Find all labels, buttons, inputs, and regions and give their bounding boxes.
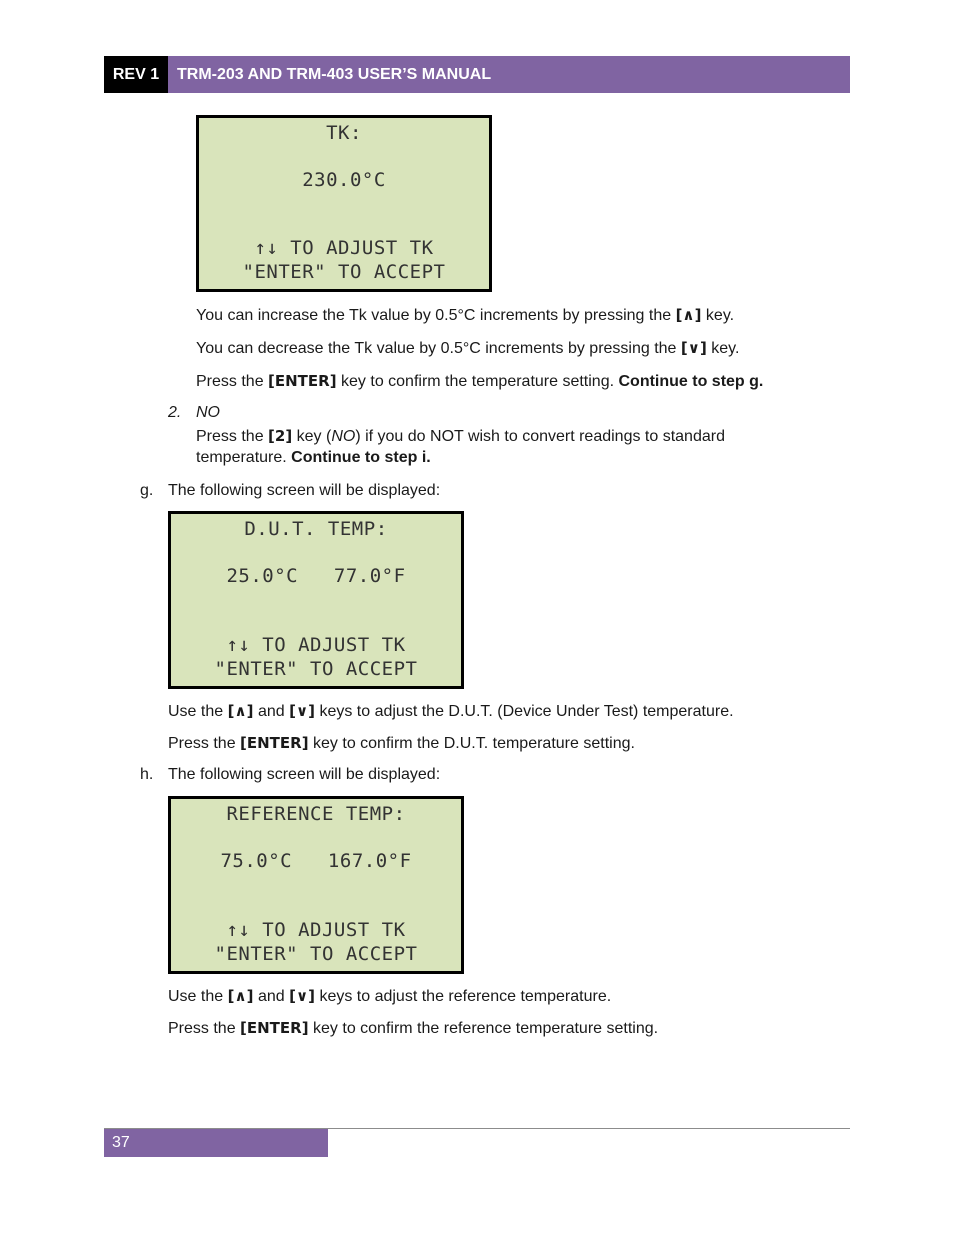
- text-run: key to confirm the reference temperature setting.: [308, 1020, 659, 1037]
- enter-key-label: [ENTER]: [240, 734, 309, 752]
- lcd-line: "ENTER" TO ACCEPT: [214, 943, 418, 965]
- page-header: [104, 56, 850, 93]
- up-key-label: [∧]: [227, 702, 254, 720]
- lcd-line: 230.0°C: [302, 169, 386, 191]
- continue-step-i: Continue to step i.: [291, 449, 431, 466]
- continue-step-g: Continue to step g.: [618, 373, 764, 390]
- text-run: You can increase the Tk value by 0.5°C increments by pressing the: [196, 307, 676, 324]
- lcd-line: 75.0°C 167.0°F: [220, 850, 412, 872]
- text-run: key.: [701, 307, 735, 324]
- lcd-screen-tk: [196, 115, 492, 292]
- lcd-screen-reference: [168, 796, 464, 974]
- enter-instruction-tk: [196, 371, 763, 392]
- lcd-line: ↑↓ TO ADJUST TK: [226, 919, 406, 941]
- text-run: keys to adjust the reference temperature.: [315, 988, 612, 1005]
- lcd-screen-dut: [168, 511, 464, 689]
- text-run: You can decrease the Tk value by 0.5°C increments by pressing the: [196, 340, 681, 357]
- lcd-line: ↑↓ TO ADJUST TK: [226, 634, 406, 656]
- item-number: 2.: [168, 404, 182, 421]
- text-run: Use the: [168, 988, 228, 1005]
- increase-instruction: [196, 305, 734, 326]
- reference-instruction: [168, 986, 611, 1007]
- enter-key-label: [ENTER]: [268, 372, 337, 390]
- no-instruction-line1: [196, 426, 725, 447]
- down-key-label: [∨]: [289, 987, 315, 1005]
- text-run: Press the: [196, 373, 269, 390]
- step-h-text: The following screen will be displayed:: [168, 766, 441, 783]
- lcd-line: "ENTER" TO ACCEPT: [242, 261, 446, 283]
- enter-instruction-dut: [168, 733, 635, 754]
- step-h-label: h.: [140, 766, 154, 783]
- down-key-label: [∨]: [680, 339, 707, 357]
- up-key-label: [∧]: [227, 987, 254, 1005]
- option-no-label: NO: [196, 404, 220, 421]
- text-run: and: [253, 988, 290, 1005]
- step-g-label: g.: [140, 482, 154, 499]
- no-instruction-line2: [196, 448, 431, 468]
- text-run: ) if you do NOT wish to convert readings to standard: [355, 428, 725, 445]
- lcd-line: REFERENCE TEMP:: [226, 803, 406, 825]
- lcd-line: 25.0°C 77.0°F: [226, 565, 406, 587]
- key-2-label: [2]: [268, 427, 293, 445]
- text-run: NO: [331, 428, 356, 445]
- revision-label: REV 1: [104, 56, 168, 93]
- page-number: 37: [104, 1129, 328, 1157]
- step-g-text: The following screen will be displayed:: [168, 482, 441, 499]
- text-run: temperature.: [196, 449, 292, 466]
- dut-instruction: [168, 701, 734, 722]
- up-key-label: [∧]: [675, 306, 702, 324]
- text-run: Press the: [168, 735, 241, 752]
- text-run: Use the: [168, 703, 228, 720]
- text-run: and: [253, 703, 290, 720]
- text-run: keys to adjust the D.U.T. (Device Under Test) temperature.: [315, 703, 734, 720]
- lcd-line: ↑↓ TO ADJUST TK: [254, 237, 434, 259]
- decrease-instruction: [196, 338, 739, 359]
- text-run: Press the: [168, 1020, 241, 1037]
- manual-title: TRM-203 AND TRM-403 USER’S MANUAL: [177, 65, 492, 83]
- lcd-line: TK:: [326, 122, 362, 144]
- text-run: key to confirm the D.U.T. temperature setting.: [308, 735, 635, 752]
- text-run: key.: [706, 340, 740, 357]
- text-run: key to confirm the temperature setting.: [336, 373, 619, 390]
- enter-instruction-reference: [168, 1018, 658, 1039]
- enter-key-label: [ENTER]: [240, 1019, 309, 1037]
- lcd-line: D.U.T. TEMP:: [244, 518, 388, 540]
- text-run: key (: [292, 428, 332, 445]
- down-key-label: [∨]: [289, 702, 315, 720]
- lcd-line: "ENTER" TO ACCEPT: [214, 658, 418, 680]
- text-run: Press the: [196, 428, 269, 445]
